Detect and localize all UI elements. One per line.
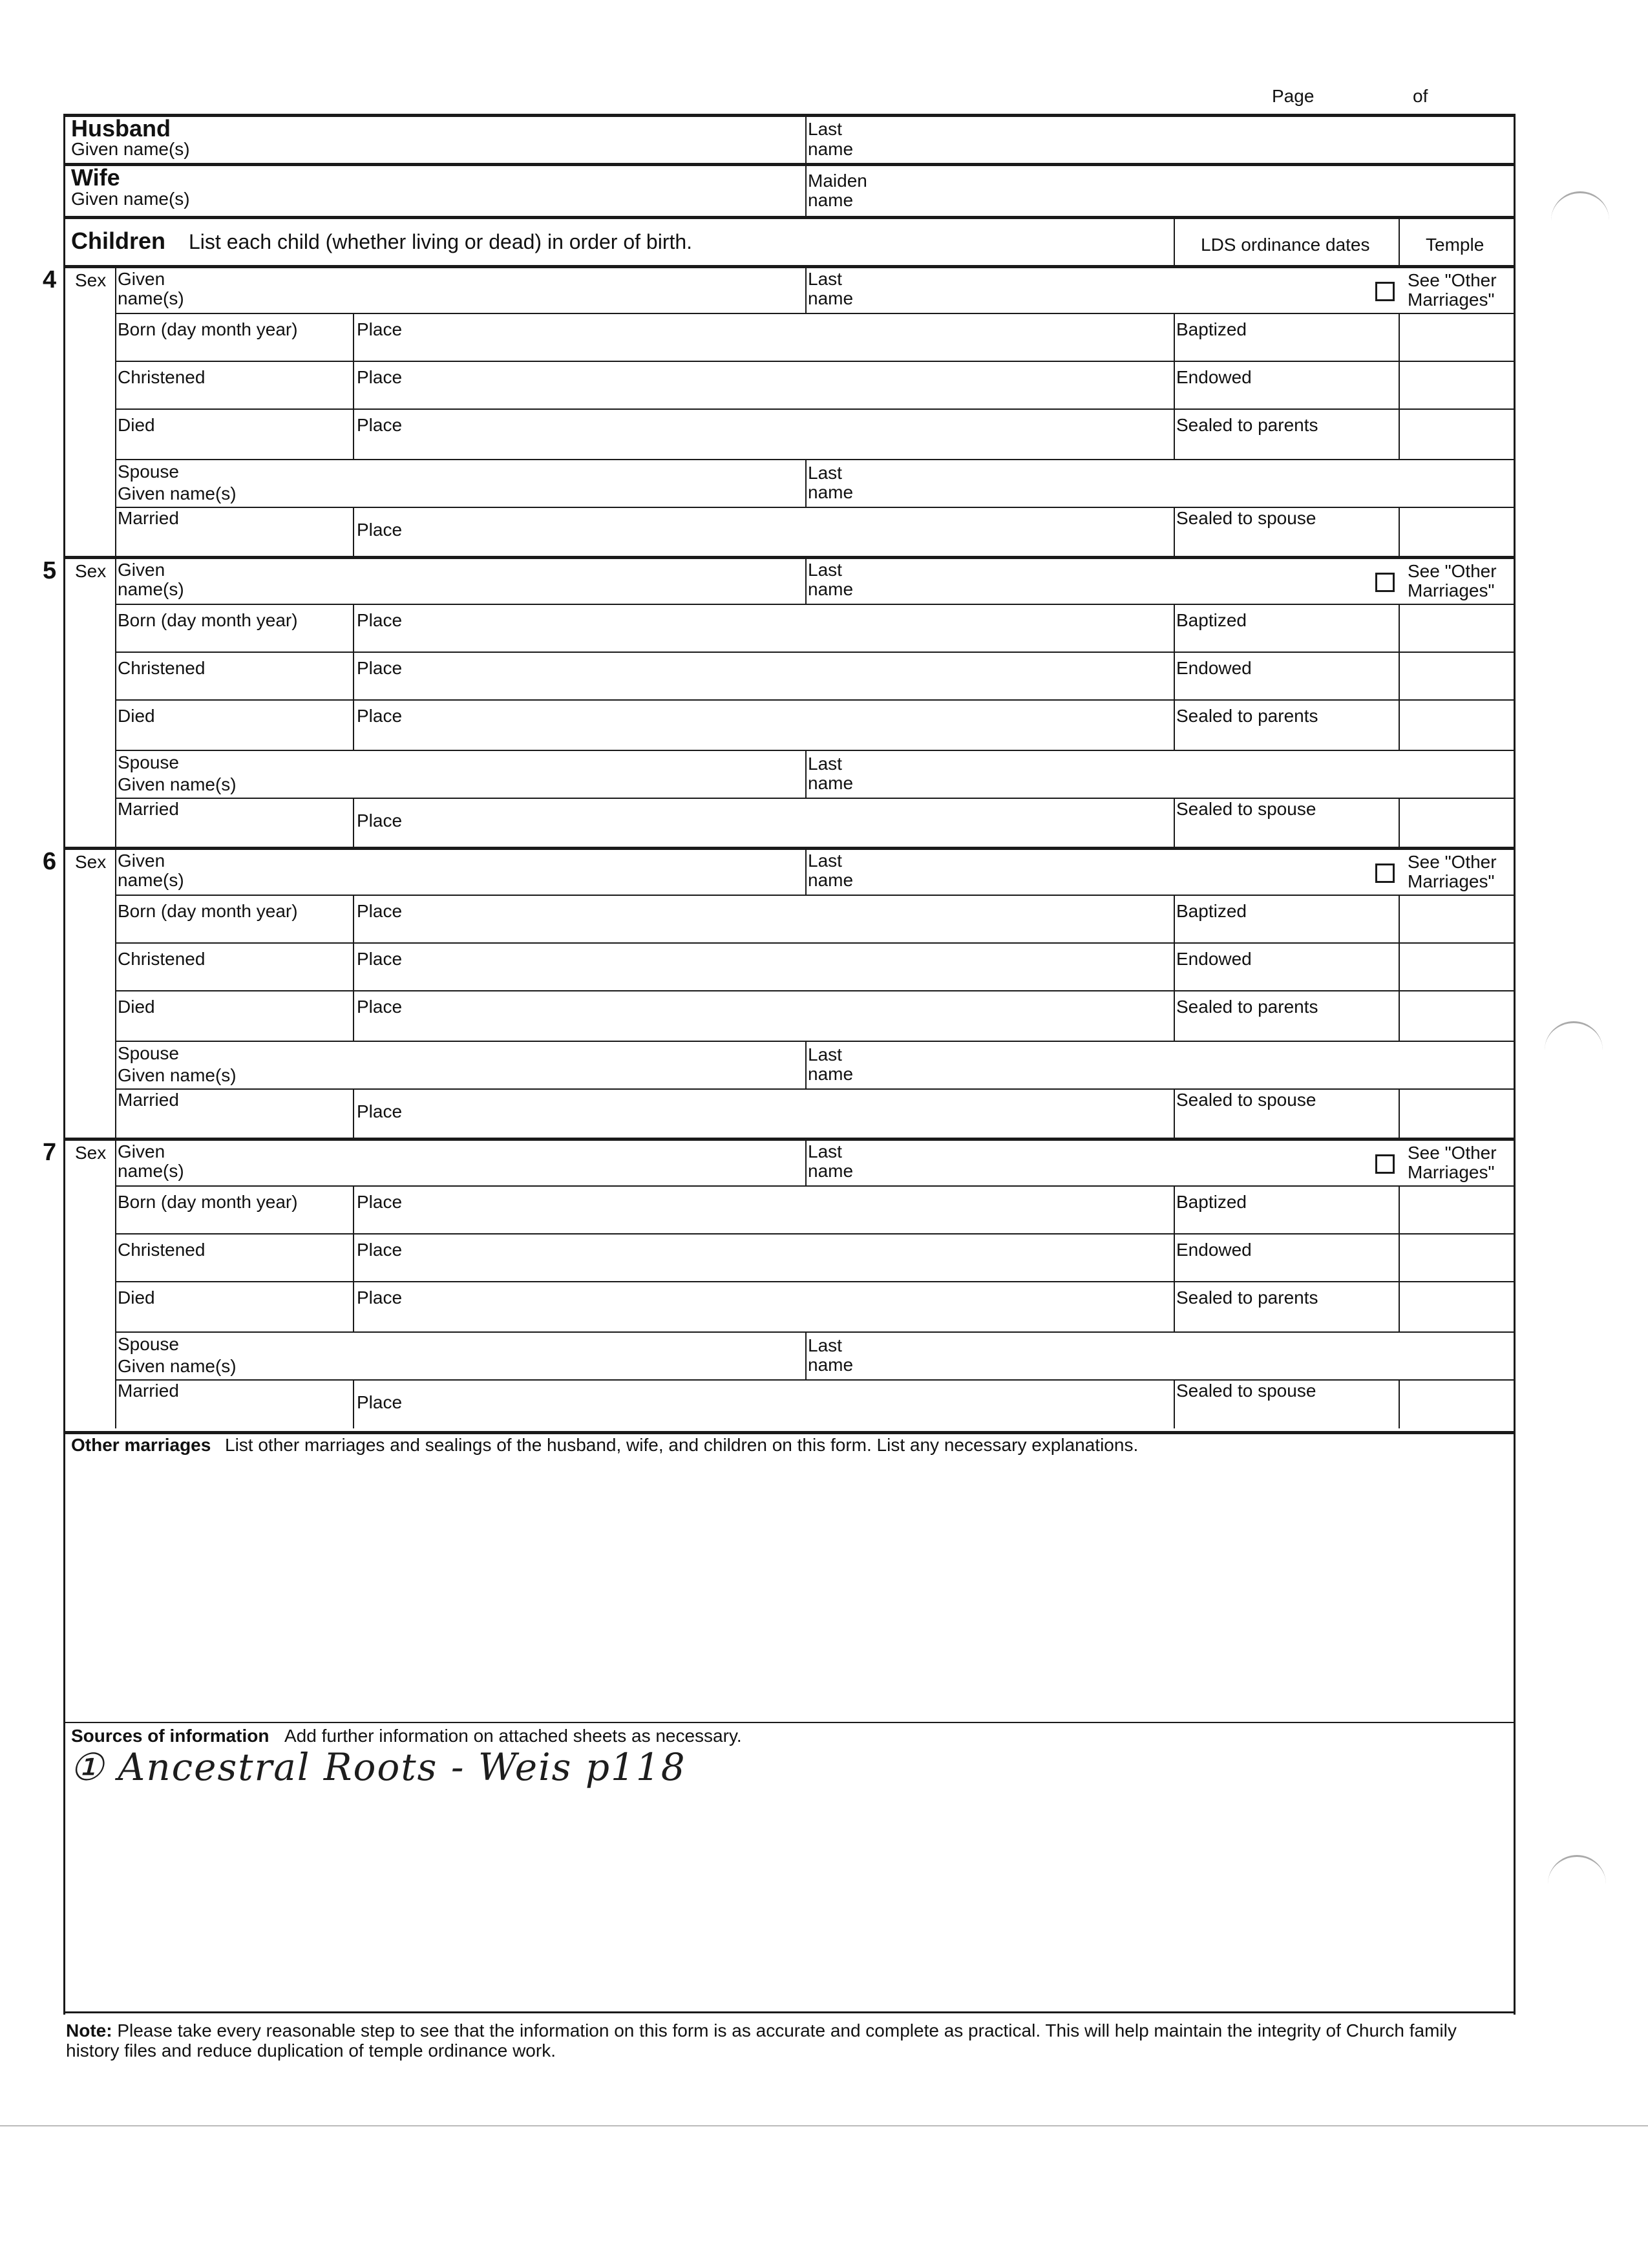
child-number: 7 (43, 1139, 57, 1166)
place-field[interactable] (414, 658, 1163, 695)
child-given-field[interactable] (233, 269, 801, 310)
baptized-label: Baptized (1176, 610, 1247, 630)
temple-field[interactable] (1402, 897, 1511, 940)
place-field[interactable] (414, 610, 1163, 648)
of-label: of (1413, 86, 1428, 106)
temple-field[interactable] (1402, 509, 1511, 553)
spouse-last-label: Last (808, 1044, 842, 1065)
lds-ordinance-dates-label: LDS ordinance dates (1201, 235, 1370, 255)
sealed-to-parents-label: Sealed to parents (1176, 997, 1318, 1017)
given-label: Given (118, 269, 165, 289)
baptized-label: Baptized (1176, 1192, 1247, 1212)
christened-label: Christened (118, 367, 206, 387)
note-line-2: history files and reduce duplication of temple ordinance work. (66, 2040, 556, 2061)
sealed-to-parents-label: Sealed to parents (1176, 415, 1318, 435)
husband-last-label: Last (808, 119, 842, 139)
last-name-label: Last (808, 269, 842, 289)
see-other-marriages-label: See "Other (1408, 270, 1497, 290)
last-name-label: Last (808, 1141, 842, 1161)
wife-maiden-label: Maiden (808, 171, 867, 191)
place-label: Place (357, 1392, 403, 1412)
temple-field[interactable] (1402, 800, 1511, 844)
place-label: Place (357, 520, 403, 540)
place-label: Place (357, 610, 403, 630)
spouse-given-field[interactable] (271, 461, 801, 504)
see-other-marriages-label: See "Other (1408, 852, 1497, 872)
place-label: Place (357, 997, 403, 1017)
wife-given-label: Given name(s) (71, 189, 190, 209)
spouse-given-label: Given name(s) (118, 483, 237, 503)
wife-title: Wife (71, 164, 120, 191)
born-label: Born (day month year) (118, 610, 298, 630)
place-label: Place (357, 415, 403, 435)
spouse-label: Spouse (118, 1334, 179, 1354)
child-given-field[interactable] (233, 851, 801, 892)
spouse-label: Spouse (118, 461, 179, 482)
place-label: Place (357, 367, 403, 387)
see-other-marriages-checkbox[interactable] (1375, 573, 1395, 592)
place-field[interactable] (414, 949, 1163, 986)
endowed-label: Endowed (1176, 949, 1252, 969)
sex-label: Sex (75, 561, 107, 581)
children-instruction: List each child (whether living or dead) in order of birth. (189, 230, 693, 253)
place-field[interactable] (414, 415, 1163, 452)
sex-field[interactable] (67, 1163, 112, 1183)
temple-field[interactable] (1402, 1188, 1511, 1231)
died-label: Died (118, 415, 155, 435)
christened-label: Christened (118, 1240, 206, 1260)
died-label: Died (118, 706, 155, 726)
given-label: Given (118, 1141, 165, 1161)
sex-label: Sex (75, 1143, 107, 1163)
place-field[interactable] (414, 1240, 1163, 1277)
last-name-label: Last (808, 851, 842, 871)
temple-field[interactable] (1402, 1236, 1511, 1278)
see-other-marriages-checkbox[interactable] (1375, 1154, 1395, 1174)
endowed-label: Endowed (1176, 367, 1252, 387)
child-number: 4 (43, 266, 57, 293)
place-field[interactable] (414, 901, 1163, 938)
spouse-last-field[interactable] (866, 461, 1506, 504)
married-place-field[interactable] (414, 801, 1163, 843)
place-label: Place (357, 658, 403, 678)
married-label: Married (118, 1381, 179, 1401)
wife-maiden-field[interactable] (879, 165, 1506, 213)
married-place-field[interactable] (414, 1383, 1163, 1425)
temple-field[interactable] (1402, 993, 1511, 1035)
baptized-label: Baptized (1176, 901, 1247, 921)
place-field[interactable] (414, 997, 1163, 1034)
spouse-given-field[interactable] (271, 1043, 801, 1086)
spouse-given-field[interactable] (271, 752, 801, 795)
spouse-last-label: Last (808, 1335, 842, 1355)
husband-given-field[interactable] (259, 116, 801, 162)
sealed-to-parents-label: Sealed to parents (1176, 706, 1318, 726)
sources-instruction: Add further information on attached sheets as necessary. (284, 1726, 742, 1746)
child-last-field[interactable] (866, 1141, 1357, 1183)
other-marriages-instruction: List other marriages and sealings of the husband, wife, and children on this form. List any necessary explanations. (225, 1435, 1139, 1455)
temple-field[interactable] (1402, 945, 1511, 988)
sealed-to-spouse-label: Sealed to spouse (1176, 799, 1316, 819)
place-label: Place (357, 949, 403, 969)
sex-field[interactable] (67, 291, 112, 310)
left-border (63, 114, 65, 2015)
born-label: Born (day month year) (118, 901, 298, 921)
husband-given-label: Given name(s) (71, 139, 190, 159)
child-last-field[interactable] (866, 269, 1357, 310)
spouse-given-label: Given name(s) (118, 1356, 237, 1376)
place-label: Place (357, 901, 403, 921)
born-label: Born (day month year) (118, 319, 298, 339)
christened-label: Christened (118, 658, 206, 678)
temple-field[interactable] (1402, 1091, 1511, 1135)
temple-field[interactable] (1402, 702, 1511, 745)
sealed-to-parents-label: Sealed to parents (1176, 1288, 1318, 1308)
given-label: Given (118, 851, 165, 871)
sources-handwritten-entry: ① Ancestral Roots - Weis p118 (70, 1745, 686, 1789)
baptized-label: Baptized (1176, 319, 1247, 339)
place-label: Place (357, 1288, 403, 1308)
place-label: Place (357, 811, 403, 831)
died-label: Died (118, 1288, 155, 1308)
given-label: Given (118, 560, 165, 580)
spouse-given-label: Given name(s) (118, 1065, 237, 1085)
spouse-last-field[interactable] (866, 1334, 1506, 1377)
temple-field[interactable] (1402, 315, 1511, 358)
temple-field[interactable] (1402, 606, 1511, 649)
place-label: Place (357, 706, 403, 726)
sex-field[interactable] (67, 873, 112, 892)
spouse-given-label: Given name(s) (118, 774, 237, 794)
sex-label: Sex (75, 852, 107, 872)
page-label: Page (1272, 86, 1315, 106)
sources-field[interactable] (67, 1803, 1512, 1997)
endowed-label: Endowed (1176, 1240, 1252, 1260)
temple-field[interactable] (1402, 654, 1511, 697)
children-title: Children (71, 228, 166, 254)
husband-last-field[interactable] (860, 116, 1506, 162)
child-number: 5 (43, 557, 57, 584)
sealed-to-spouse-label: Sealed to spouse (1176, 1381, 1316, 1401)
married-label: Married (118, 799, 179, 819)
temple-label: Temple (1426, 235, 1484, 255)
page-edge-line (0, 2125, 1648, 2126)
see-other-marriages-checkbox[interactable] (1375, 864, 1395, 883)
sources-title: Sources of information (71, 1726, 269, 1746)
note-line-1: Note: Please take every reasonable step to see that the information on this form is as accurate and complete as practical. This will help maintain the integrity of Church family (66, 2020, 1457, 2040)
punch-hole-mark (1545, 1021, 1603, 1062)
last-name-label: Last (808, 560, 842, 580)
married-label: Married (118, 1090, 179, 1110)
other-marriages-field[interactable] (67, 1458, 1512, 1717)
sex-label: Sex (75, 270, 107, 290)
temple-field[interactable] (1402, 411, 1511, 454)
place-label: Place (357, 319, 403, 339)
family-group-record-page: Page of Husband Given name(s) Last name Wife Given name(s) Maiden name Children List each child (whether living or dead) in order of birth. LDS ordinance dates Temple 4 Sex Given name(s) Last name See "Other Marriages" Born (day month year) Place Baptized Christened Place Endowed Died Place Sealed to parents Spouse Given name(s) Last name Married Place Sealed to spouse 5 Sex Given name(s) Last name See "Other Marriages" Born (day month year) Place Baptized Christened Place Endowed Died Place Sealed to parents Spouse Given name(s) Last name Married Place Sealed to spouse 6 Sex Given name(s) Last name See "Other Marriages" Born (day month year) Place Baptized Christened Place Endowed Died Place Sealed to parents Spouse Given name(s) Last name Married Place Sealed to spouse 7 Sex Given name(s) Last name See "Other Marriages" Born (day month year) Place Baptized Christened Place Endowed Died Place Sealed to parents Spouse Given name(s) Last name Married Place Sealed to spouse Other marriages List other marriages and sealings of the husband, wife, and children on this form. List any necessary explanations. Sources of information Add further information on attached sheets as necessary. ① Ancestral Roots - Weis p118 Note: Please take every reasonable step to see that the information on this form is as accurate and complete as practical. This will help maintain the integrity of Church family history files and reduce duplication of temple ordinance work. (0, 0, 1648, 2268)
other-marriages-title: Other marriages (71, 1435, 211, 1455)
temple-field[interactable] (1402, 1382, 1511, 1426)
child-given-field[interactable] (233, 560, 801, 601)
sex-field[interactable] (67, 582, 112, 601)
place-field[interactable] (414, 706, 1163, 743)
spouse-label: Spouse (118, 752, 179, 772)
place-label: Place (357, 1192, 403, 1212)
place-field[interactable] (414, 319, 1163, 357)
died-label: Died (118, 997, 155, 1017)
spouse-label: Spouse (118, 1043, 179, 1063)
punch-hole-mark (1548, 1855, 1606, 1896)
christened-label: Christened (118, 949, 206, 969)
place-label: Place (357, 1240, 403, 1260)
child-given-field[interactable] (233, 1141, 801, 1183)
punch-hole-mark (1551, 191, 1609, 232)
spouse-last-label: Last (808, 754, 842, 774)
child-last-field[interactable] (866, 851, 1357, 892)
spouse-last-label: Last (808, 463, 842, 483)
wife-given-field[interactable] (259, 165, 801, 213)
temple-field[interactable] (1402, 363, 1511, 406)
temple-field[interactable] (1402, 1284, 1511, 1326)
married-place-field[interactable] (414, 1092, 1163, 1134)
born-label: Born (day month year) (118, 1192, 298, 1212)
sealed-to-spouse-label: Sealed to spouse (1176, 1090, 1316, 1110)
place-label: Place (357, 1101, 403, 1121)
endowed-label: Endowed (1176, 658, 1252, 678)
married-place-field[interactable] (414, 511, 1163, 552)
see-other-marriages-label: See "Other (1408, 1143, 1497, 1163)
see-other-marriages-label: See "Other (1408, 561, 1497, 581)
husband-title: Husband (71, 115, 171, 142)
see-other-marriages-checkbox[interactable] (1375, 282, 1395, 301)
married-label: Married (118, 508, 179, 528)
place-field[interactable] (414, 1192, 1163, 1229)
right-border (1514, 114, 1516, 2015)
spouse-given-field[interactable] (271, 1334, 801, 1377)
place-field[interactable] (414, 1288, 1163, 1325)
place-field[interactable] (414, 367, 1163, 405)
spouse-last-field[interactable] (866, 752, 1506, 795)
child-last-field[interactable] (866, 560, 1357, 601)
child-number: 6 (43, 848, 57, 875)
note-title: Note: (66, 2020, 112, 2040)
spouse-last-field[interactable] (866, 1043, 1506, 1086)
sealed-to-spouse-label: Sealed to spouse (1176, 508, 1316, 528)
